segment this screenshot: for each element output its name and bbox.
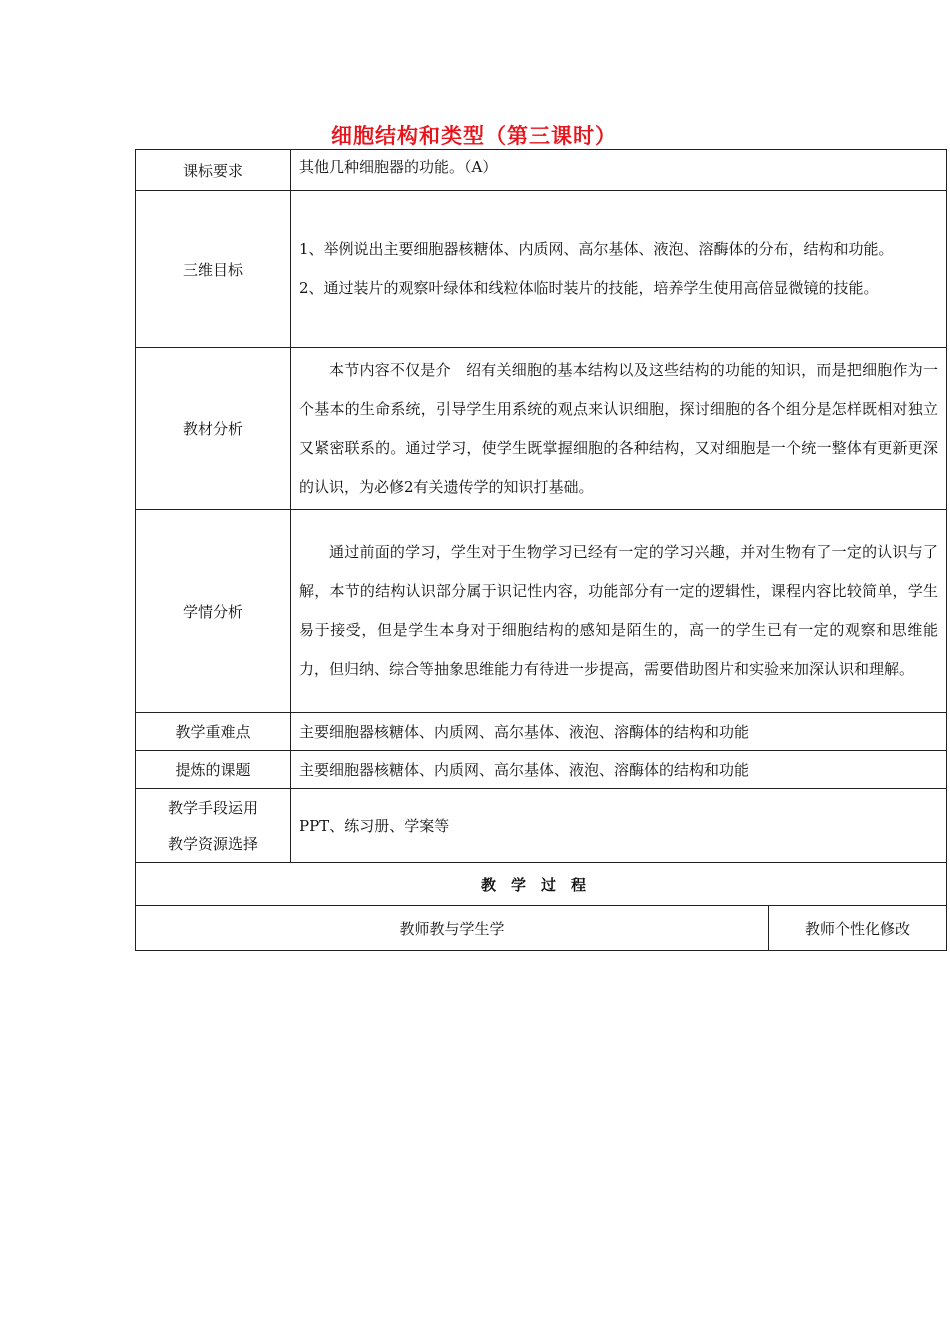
label-topic: 提炼的课题 [136, 751, 291, 789]
text-means: PPT、练习册、学案等 [291, 789, 947, 863]
goal-item: 2、通过装片的观察叶绿体和线粒体临时装片的技能，培养学生使用高倍显微镜的技能。 [299, 279, 879, 297]
label-focus: 教学重难点 [136, 713, 291, 751]
row-process-header [136, 906, 947, 951]
col-teacher-student: 教师教与学生学 [136, 906, 769, 951]
process-title: 教学过程 [136, 863, 947, 906]
label-students: 学情分析 [136, 510, 291, 713]
row-material [136, 348, 947, 510]
document-title: 细胞结构和类型（第三课时） [331, 123, 617, 148]
label-material: 教材分析 [136, 348, 291, 510]
text-focus: 主要细胞器核糖体、内质网、高尔基体、液泡、溶酶体的结构和功能 [291, 713, 947, 751]
col-personalized-edit: 教师个性化修改 [769, 906, 947, 951]
goal-item: 1、举例说出主要细胞器核糖体、内质网、高尔基体、液泡、溶酶体的分布，结构和功能。 [299, 240, 894, 258]
text-standard: 其他几种细胞器的功能。（A） [291, 150, 947, 191]
students-text: 通过前面的学习，学生对于生物学习已经有一定的学习兴趣，并对生物有了一定的认识与了解，本节的结构认识部分属于识记性内容，功能部分有一定的逻辑性，课程内容比较简单，学生易于接受，但是学生本身对于细胞结构的感知是陌生的，高一的学生已有一定的观察和思维能力，但归纳、综合等抽象思维能力有待进一步提高，需要借助图片和实验来加深认识和理解。 [299, 543, 938, 678]
label-means-line1: 教学手段运用 [167, 798, 258, 817]
row-goals [136, 191, 947, 348]
row-process-title [136, 863, 947, 906]
row-standard [136, 150, 947, 191]
label-means [136, 789, 291, 863]
text-topic: 主要细胞器核糖体、内质网、高尔基体、液泡、溶酶体的结构和功能 [291, 751, 947, 789]
goals-content [291, 191, 947, 348]
label-goals: 三维目标 [136, 191, 291, 348]
label-standard: 课标要求 [136, 150, 291, 191]
material-content [291, 348, 947, 510]
row-focus [136, 713, 947, 751]
label-means-line2: 教学资源选择 [167, 834, 258, 853]
row-means [136, 789, 947, 863]
students-content [291, 510, 947, 713]
lesson-plan-table [135, 149, 947, 951]
row-students [136, 510, 947, 713]
row-topic [136, 751, 947, 789]
material-text: 本节内容不仅是介 绍有关细胞的基本结构以及这些结构的功能的知识，而是把细胞作为一个基本的生命系统，引导学生用系统的观点来认识细胞，探讨细胞的各个组分是怎样既相对独立又紧密联系的。通过学习，使学生既掌握细胞的各种结构，又对细胞是一个统一整体有更新更深的认识，为必修2有关遗传学的知识打基础。 [299, 360, 938, 496]
